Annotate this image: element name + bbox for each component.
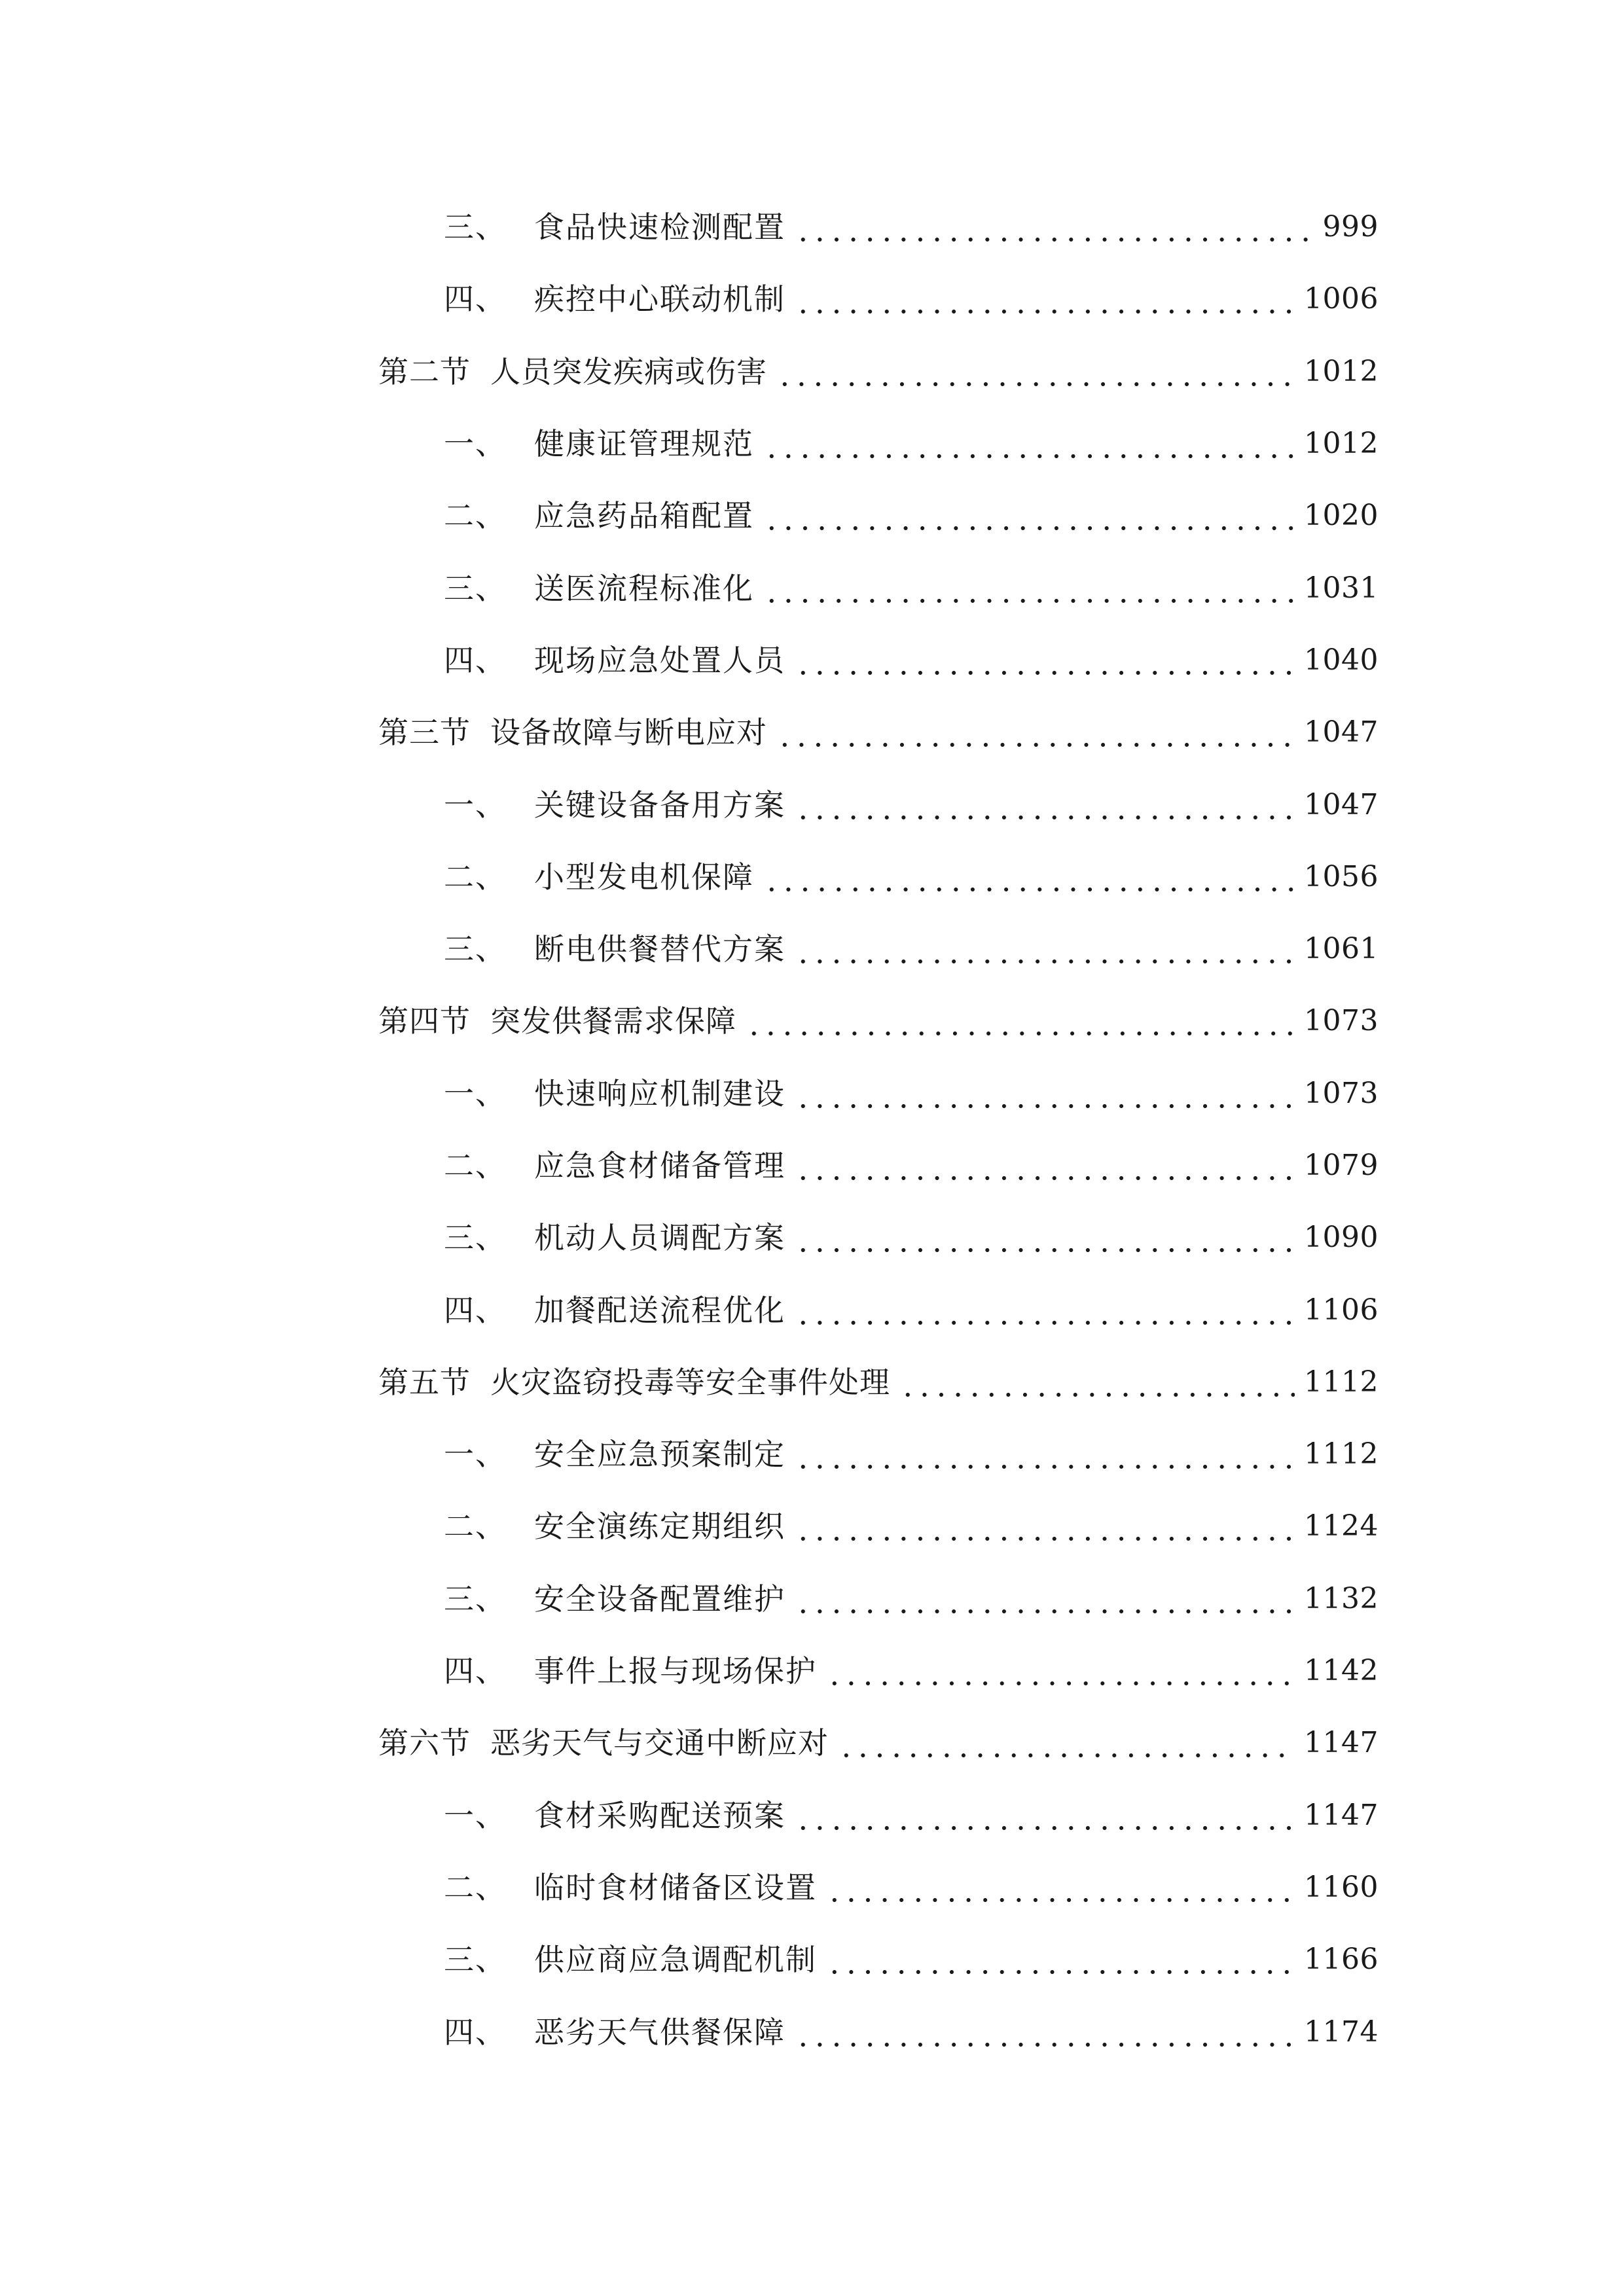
toc-entry-title: 疾控中心联动机制 bbox=[534, 281, 785, 317]
toc-entry-page: 1073 bbox=[1304, 1004, 1379, 1038]
toc-entry-marker: 一、 bbox=[444, 1437, 507, 1473]
toc-entry-title: 事件上报与现场保护 bbox=[534, 1653, 817, 1689]
toc-entry-marker: 第六节 bbox=[378, 1725, 471, 1761]
dot-leader bbox=[746, 1006, 1295, 1036]
toc-entry-label bbox=[444, 931, 785, 967]
toc-entry-label bbox=[444, 1148, 785, 1183]
toc-section[interactable] bbox=[378, 696, 1379, 768]
toc-entry-marker: 一、 bbox=[444, 1797, 507, 1833]
toc-entry-label bbox=[378, 353, 767, 389]
toc-entry-title: 应急药品箱配置 bbox=[534, 498, 754, 534]
toc-entry-page: 1047 bbox=[1304, 787, 1379, 821]
toc-entry-page: 1166 bbox=[1304, 1943, 1379, 1977]
toc-entry-title: 快速响应机制建设 bbox=[534, 1075, 785, 1111]
toc-entry-marker: 四、 bbox=[444, 1653, 507, 1689]
toc-entry[interactable] bbox=[378, 480, 1379, 552]
toc-entry-page: 1079 bbox=[1304, 1149, 1379, 1182]
toc-entry-marker: 三、 bbox=[444, 1220, 507, 1256]
toc-entry-label bbox=[378, 1003, 736, 1039]
dot-leader bbox=[795, 1511, 1295, 1541]
toc-entry-label bbox=[444, 1075, 785, 1111]
toc-entry-label bbox=[378, 1364, 890, 1400]
toc-entry-title: 机动人员调配方案 bbox=[534, 1220, 785, 1256]
toc-entry-title: 应急食材储备管理 bbox=[534, 1148, 785, 1183]
toc-entry[interactable] bbox=[378, 1274, 1379, 1346]
toc-entry-marker: 一、 bbox=[444, 1075, 507, 1111]
toc-entry-page: 1020 bbox=[1304, 499, 1379, 533]
dot-leader bbox=[776, 357, 1295, 387]
toc-entry-marker: 四、 bbox=[444, 281, 507, 317]
toc-entry-page: 1112 bbox=[1304, 1437, 1379, 1471]
toc-entry-page: 1012 bbox=[1304, 354, 1379, 388]
toc-entry-marker: 四、 bbox=[444, 642, 507, 678]
dot-leader bbox=[795, 934, 1295, 964]
toc-entry-page: 1061 bbox=[1304, 932, 1379, 966]
toc-entry-marker: 一、 bbox=[444, 787, 507, 823]
dot-leader bbox=[795, 1801, 1295, 1831]
toc-entry-marker: 一、 bbox=[444, 426, 507, 462]
toc-entry-page: 1090 bbox=[1304, 1221, 1379, 1255]
toc-entry-page: 1031 bbox=[1304, 571, 1379, 605]
toc-entry-marker: 二、 bbox=[444, 1148, 507, 1183]
toc-entry-label bbox=[444, 1653, 817, 1689]
toc-entry-title: 安全设备配置维护 bbox=[534, 1581, 785, 1617]
toc-entry-page: 1124 bbox=[1304, 1509, 1379, 1543]
toc-entry[interactable] bbox=[378, 1130, 1379, 1202]
dot-leader bbox=[795, 1295, 1295, 1325]
toc-entry-marker: 第五节 bbox=[378, 1364, 471, 1400]
toc-entry-label bbox=[444, 642, 785, 678]
toc-entry-page: 1073 bbox=[1304, 1076, 1379, 1110]
toc-entry-label bbox=[444, 1942, 817, 1978]
toc-entry-page: 1040 bbox=[1304, 643, 1379, 677]
toc-entry-page: 1012 bbox=[1304, 427, 1379, 461]
toc-entry-page: 1056 bbox=[1304, 859, 1379, 893]
dot-leader bbox=[795, 1584, 1295, 1614]
toc-entry[interactable] bbox=[378, 1202, 1379, 1274]
toc-entry-title: 设备故障与断电应对 bbox=[490, 715, 767, 751]
toc-entry-marker: 二、 bbox=[444, 859, 507, 895]
toc-entry-title: 现场应急处置人员 bbox=[534, 642, 785, 678]
toc-entry-label bbox=[444, 2014, 785, 2050]
dot-leader bbox=[838, 1728, 1295, 1758]
toc-section[interactable] bbox=[378, 1707, 1379, 1779]
toc-entry-label bbox=[444, 1869, 817, 1905]
toc-entry-title: 食品快速检测配置 bbox=[534, 209, 785, 245]
toc-entry-title: 关键设备备用方案 bbox=[534, 787, 785, 823]
toc-entry-page: 1112 bbox=[1304, 1365, 1379, 1399]
toc-entry-title: 断电供餐替代方案 bbox=[534, 931, 785, 967]
toc-entry-title: 恶劣天气供餐保障 bbox=[534, 2014, 785, 2050]
dot-leader bbox=[795, 212, 1314, 242]
toc-entry-page: 1047 bbox=[1304, 715, 1379, 749]
dot-leader bbox=[795, 1079, 1295, 1109]
toc-entry-page: 1174 bbox=[1304, 2015, 1379, 2049]
dot-leader bbox=[826, 1873, 1295, 1903]
toc-entry-page: 1147 bbox=[1304, 1798, 1379, 1832]
dot-leader bbox=[763, 429, 1295, 459]
dot-leader bbox=[795, 2017, 1295, 2047]
toc-entry[interactable] bbox=[378, 1490, 1379, 1562]
dot-leader bbox=[795, 790, 1295, 820]
toc-entry-label bbox=[444, 209, 785, 245]
toc-entry-label bbox=[444, 859, 754, 895]
toc-entry-page: 1006 bbox=[1304, 282, 1379, 316]
toc-entry[interactable] bbox=[378, 1852, 1379, 1924]
toc-entry-title: 送医流程标准化 bbox=[534, 570, 754, 606]
toc-entry-title: 突发供餐需求保障 bbox=[490, 1003, 736, 1039]
dot-leader bbox=[763, 501, 1295, 531]
toc-entry[interactable] bbox=[378, 768, 1379, 840]
toc-entry-title: 健康证管理规范 bbox=[534, 426, 754, 462]
toc-entry[interactable] bbox=[378, 191, 1379, 263]
toc-entry[interactable] bbox=[378, 1635, 1379, 1707]
dot-leader bbox=[826, 1945, 1295, 1975]
toc-entry-title: 人员突发疾病或伤害 bbox=[490, 353, 767, 389]
toc-entry-marker: 第三节 bbox=[378, 715, 471, 751]
toc-entry-title: 加餐配送流程优化 bbox=[534, 1292, 785, 1328]
toc-entry-marker: 四、 bbox=[444, 1292, 507, 1328]
dot-leader bbox=[826, 1656, 1295, 1686]
toc-entry-label bbox=[444, 1581, 785, 1617]
toc-entry-label bbox=[444, 498, 754, 534]
toc-entry-title: 安全应急预案制定 bbox=[534, 1437, 785, 1473]
toc-entry-marker: 三、 bbox=[444, 1942, 507, 1978]
toc-entry-label bbox=[444, 1797, 785, 1833]
dot-leader bbox=[795, 284, 1295, 314]
dot-leader bbox=[795, 1439, 1295, 1469]
toc-entry-page: 1132 bbox=[1304, 1581, 1379, 1615]
toc-entry-page: 1160 bbox=[1304, 1870, 1379, 1904]
dot-leader bbox=[795, 1223, 1295, 1253]
toc-entry-marker: 三、 bbox=[444, 209, 507, 245]
toc-entry-title: 临时食材储备区设置 bbox=[534, 1869, 817, 1905]
toc-entry-title: 火灾盗窃投毒等安全事件处理 bbox=[490, 1364, 890, 1400]
dot-leader bbox=[795, 1151, 1295, 1181]
toc-entry-label bbox=[444, 570, 754, 606]
dot-leader bbox=[899, 1367, 1295, 1397]
table-of-contents bbox=[378, 191, 1379, 2068]
dot-leader bbox=[763, 573, 1295, 603]
toc-entry-marker: 三、 bbox=[444, 931, 507, 967]
toc-entry-page: 1142 bbox=[1304, 1654, 1379, 1688]
toc-entry[interactable] bbox=[378, 263, 1379, 335]
toc-section[interactable] bbox=[378, 336, 1379, 408]
dot-leader bbox=[795, 645, 1295, 675]
toc-entry-marker: 三、 bbox=[444, 570, 507, 606]
toc-entry-label bbox=[444, 787, 785, 823]
toc-entry-title: 食材采购配送预案 bbox=[534, 1797, 785, 1833]
toc-entry[interactable] bbox=[378, 1418, 1379, 1490]
toc-entry-marker: 二、 bbox=[444, 498, 507, 534]
toc-entry[interactable] bbox=[378, 1996, 1379, 2068]
toc-entry[interactable] bbox=[378, 841, 1379, 913]
toc-entry-label bbox=[444, 1292, 785, 1328]
toc-entry-label bbox=[444, 1509, 785, 1545]
toc-entry-label bbox=[444, 1437, 785, 1473]
toc-section[interactable] bbox=[378, 985, 1379, 1057]
toc-entry-title: 恶劣天气与交通中断应对 bbox=[490, 1725, 829, 1761]
toc-entry-label bbox=[444, 281, 785, 317]
toc-entry-marker: 二、 bbox=[444, 1869, 507, 1905]
toc-entry-title: 供应商应急调配机制 bbox=[534, 1942, 817, 1978]
toc-entry-label bbox=[378, 715, 767, 751]
toc-entry[interactable] bbox=[378, 552, 1379, 624]
toc-entry-marker: 三、 bbox=[444, 1581, 507, 1617]
toc-section[interactable] bbox=[378, 1346, 1379, 1418]
toc-entry-label bbox=[444, 1220, 785, 1256]
dot-leader bbox=[763, 862, 1295, 892]
toc-entry-marker: 四、 bbox=[444, 2014, 507, 2050]
toc-entry-page: 1147 bbox=[1304, 1726, 1379, 1760]
toc-entry-label bbox=[444, 426, 754, 462]
toc-entry-page: 999 bbox=[1322, 210, 1379, 244]
toc-entry-title: 小型发电机保障 bbox=[534, 859, 754, 895]
toc-entry[interactable] bbox=[378, 1924, 1379, 1996]
toc-entry-marker: 第二节 bbox=[378, 353, 471, 389]
toc-entry-marker: 二、 bbox=[444, 1509, 507, 1545]
toc-entry[interactable] bbox=[378, 1058, 1379, 1130]
toc-entry[interactable] bbox=[378, 624, 1379, 696]
toc-entry[interactable] bbox=[378, 1563, 1379, 1635]
toc-entry-title: 安全演练定期组织 bbox=[534, 1509, 785, 1545]
toc-entry-page: 1106 bbox=[1304, 1293, 1379, 1327]
toc-entry-label bbox=[378, 1725, 829, 1761]
toc-entry[interactable] bbox=[378, 913, 1379, 985]
toc-entry[interactable] bbox=[378, 1780, 1379, 1852]
toc-entry-marker: 第四节 bbox=[378, 1003, 471, 1039]
toc-entry[interactable] bbox=[378, 408, 1379, 480]
dot-leader bbox=[776, 717, 1295, 747]
